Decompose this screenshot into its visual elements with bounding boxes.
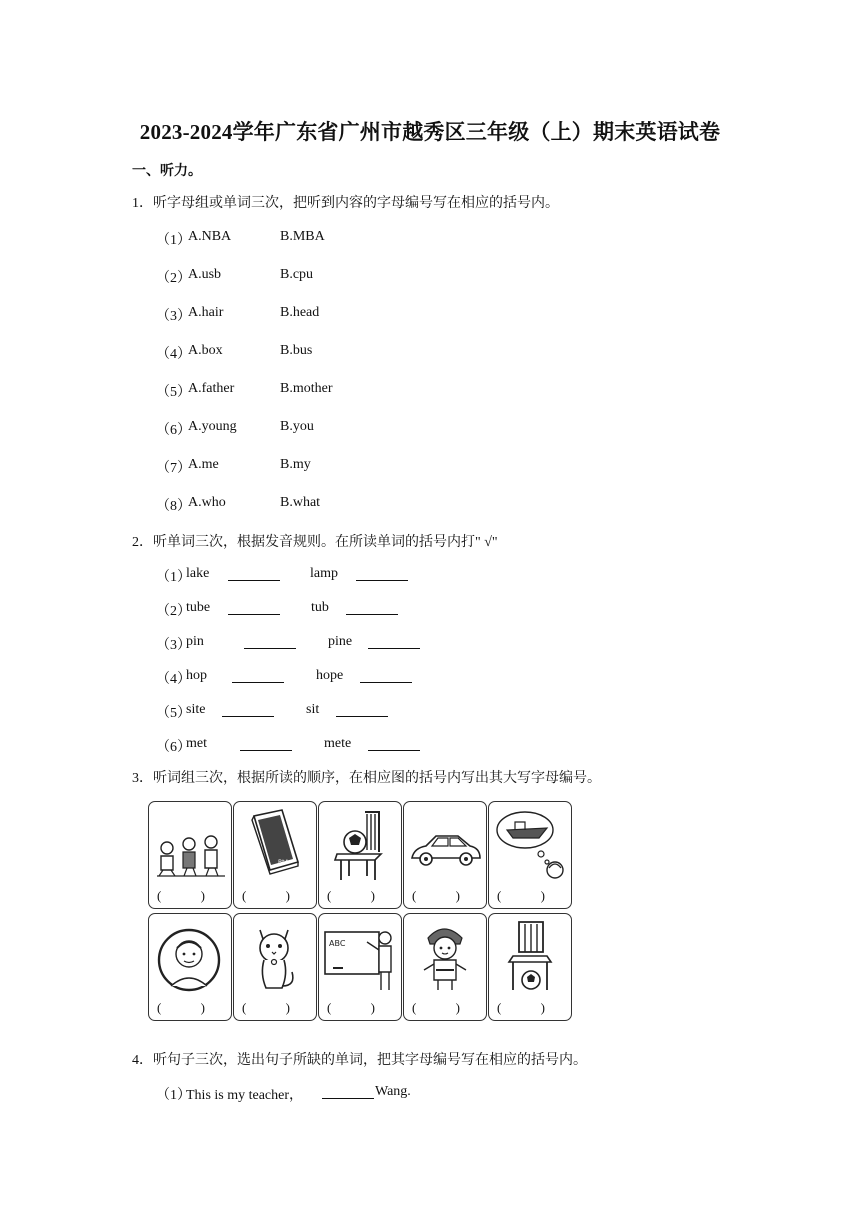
option-a[interactable]: A.who [188, 495, 226, 510]
item-number: （1） [156, 1088, 191, 1103]
word-1: lake [186, 566, 210, 581]
option-a[interactable]: A.young [188, 419, 237, 434]
word-1: met [186, 736, 207, 751]
teacher-board-picture [319, 914, 401, 1000]
question-3-prompt: 3．听词组三次，根据所读的顺序，在相应图的括号内写出其大写字母编号。 [132, 771, 601, 786]
picture-card-teacher: ABC ( ) [318, 913, 402, 1021]
section-heading: 一、听力。 [132, 164, 202, 179]
option-b[interactable]: B.cpu [280, 267, 314, 282]
word-2: pine [328, 634, 353, 649]
item-number: （6） [156, 423, 191, 438]
item-number: （7） [156, 461, 191, 476]
cat-picture [234, 914, 316, 1000]
option-b[interactable]: B.my [280, 457, 311, 472]
answer-blank-2[interactable] [346, 600, 398, 615]
kids-playing-picture [149, 802, 231, 888]
item-number: （3） [156, 309, 191, 324]
picture-card-ball-under-chair: ( ) [488, 913, 572, 1021]
answer-blank-1[interactable] [240, 736, 292, 751]
item-number: （3） [156, 638, 191, 653]
option-a[interactable]: A.me [188, 457, 219, 472]
word-2: lamp [310, 566, 338, 581]
item-number: （2） [156, 604, 191, 619]
page-title: 2023-2024学年广东省广州市越秀区三年级（上）期末英语试卷 [139, 120, 721, 144]
option-b[interactable]: B.bus [280, 343, 313, 358]
ball-under-chair-picture [489, 914, 571, 1000]
answer-blank-2[interactable] [368, 634, 420, 649]
picture-card-boat: ( ) [488, 801, 572, 909]
word-1: tube [186, 600, 211, 615]
answer-blank-1[interactable] [244, 634, 296, 649]
word-2: hope [316, 668, 344, 683]
picture-card-car: ( ) [403, 801, 487, 909]
word-1: site [186, 702, 206, 717]
picture-card-book: Bt4 ( ) [233, 801, 317, 909]
answer-blank-1[interactable] [222, 702, 274, 717]
book-picture [234, 802, 316, 888]
answer-blank-1[interactable] [228, 566, 280, 581]
picture-card-girl: ( ) [403, 913, 487, 1021]
picture-card-cat: ( ) [233, 913, 317, 1021]
item-number: （8） [156, 499, 191, 514]
answer-blank-2[interactable] [360, 668, 412, 683]
word-1: hop [186, 668, 207, 683]
boat-thought-picture [489, 802, 571, 888]
ball-on-chair-picture [319, 802, 401, 888]
option-b[interactable]: B.you [280, 419, 314, 434]
option-b[interactable]: B.MBA [280, 229, 325, 244]
option-a[interactable]: A.box [188, 343, 223, 358]
item-number: （1） [156, 570, 191, 585]
item-number: （4） [156, 347, 191, 362]
sentence-text: This is my teacher， [186, 1088, 304, 1103]
option-a[interactable]: A.hair [188, 305, 224, 320]
grandpa-picture [149, 914, 231, 1000]
item-number: （1） [156, 233, 191, 248]
girl-picture [404, 914, 486, 1000]
picture-card-kids: ( ) [148, 801, 232, 909]
item-number: （5） [156, 706, 191, 721]
word-2: tub [311, 600, 329, 615]
picture-grid [148, 801, 572, 1025]
option-b[interactable]: B.what [280, 495, 321, 510]
question-2-prompt: 2．听单词三次，根据发音规则。在所读单词的括号内打" √" [132, 535, 498, 550]
question-4-prompt: 4．听句子三次，选出句子所缺的单词，把其字母编号写在相应的括号内。 [132, 1053, 587, 1068]
picture-card-ball-on-chair: ( ) [318, 801, 402, 909]
answer-blank-2[interactable] [336, 702, 388, 717]
answer-blank[interactable] [322, 1084, 374, 1099]
option-b[interactable]: B.head [280, 305, 320, 320]
question-1-prompt: 1．听字母组或单词三次，把听到内容的字母编号写在相应的括号内。 [132, 196, 559, 211]
option-a[interactable]: A.usb [188, 267, 222, 282]
item-number: （4） [156, 672, 191, 687]
answer-blank-2[interactable] [356, 566, 408, 581]
word-2: sit [306, 702, 320, 717]
item-number: （5） [156, 385, 191, 400]
option-a[interactable]: A.NBA [188, 229, 232, 244]
answer-blank-1[interactable] [232, 668, 284, 683]
item-number: （2） [156, 271, 191, 286]
word-2: mete [324, 736, 352, 751]
item-number: （6） [156, 740, 191, 755]
word-1: pin [186, 634, 204, 649]
option-b[interactable]: B.mother [280, 381, 333, 396]
option-a[interactable]: A.father [188, 381, 235, 396]
car-picture [404, 802, 486, 888]
answer-blank-2[interactable] [368, 736, 420, 751]
answer-blank-1[interactable] [228, 600, 280, 615]
svg-text:Bt4: Bt4 [278, 859, 289, 866]
picture-card-grandpa: ( ) [148, 913, 232, 1021]
sentence-tail: Wang. [375, 1084, 411, 1099]
svg-text:ABC: ABC [329, 939, 346, 948]
